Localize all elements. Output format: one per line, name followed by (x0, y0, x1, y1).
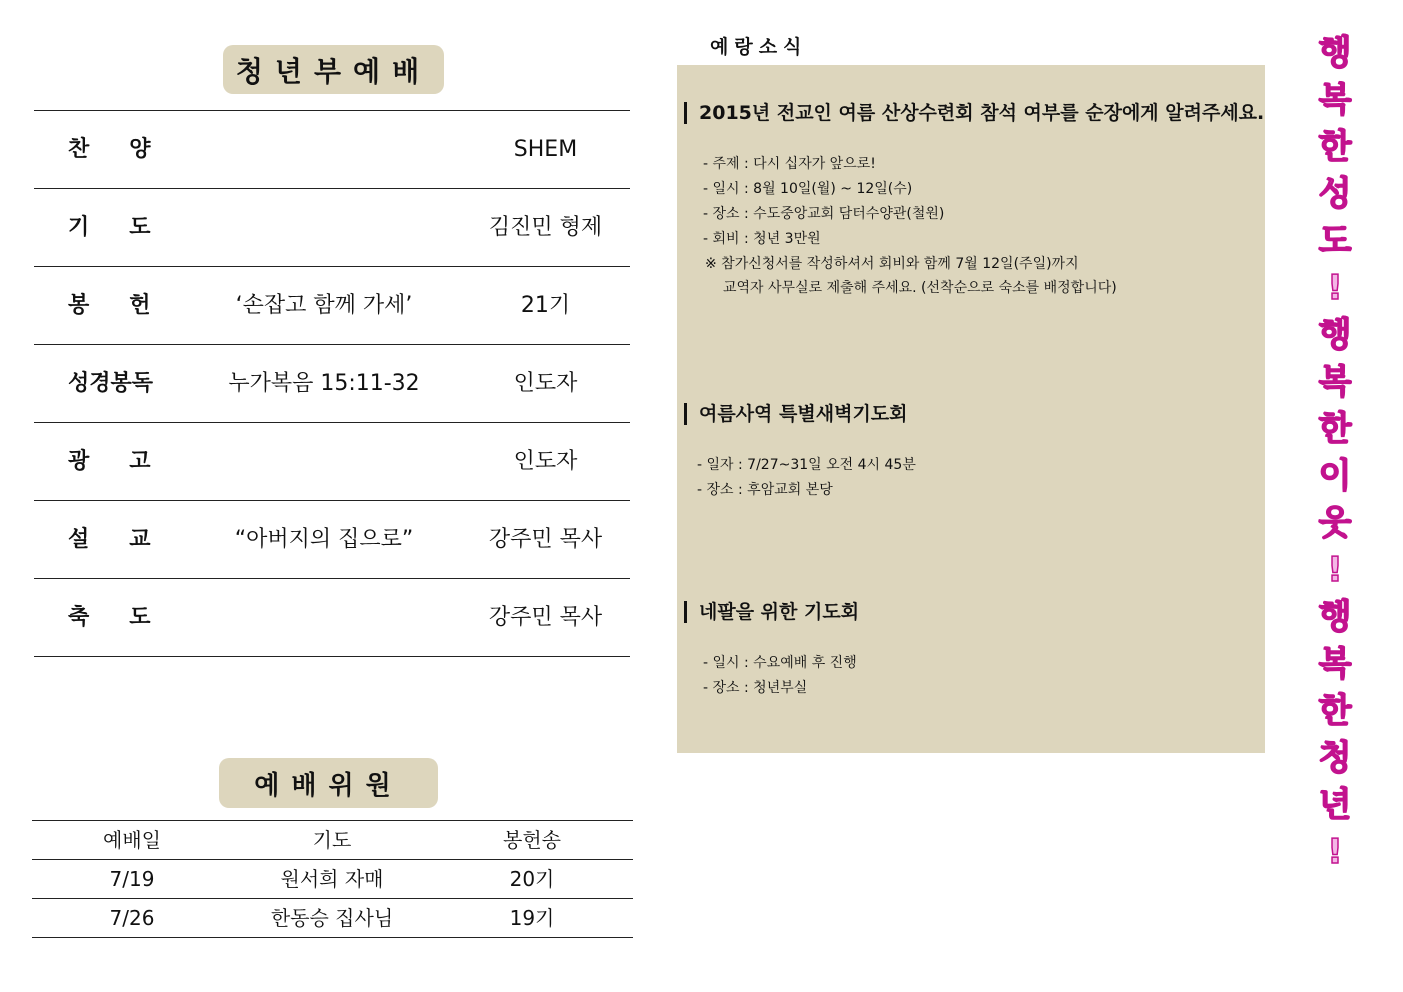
table-row (34, 189, 630, 267)
part-content (179, 189, 469, 266)
news-item: - 장소 : 후암교회 본당 (697, 482, 833, 498)
slogan-char: 복 (1318, 80, 1352, 120)
slogan-char: 행 (1318, 315, 1352, 355)
date-cell: 7/19 (109, 867, 155, 891)
part-person: 강주민 목사 (488, 527, 603, 552)
column-header: 예배일 (103, 828, 161, 852)
table-row (34, 267, 630, 345)
slogan-char: 웃 (1318, 503, 1352, 543)
servants-title: 예배위원 (219, 758, 438, 808)
slogan-char: 복 (1318, 644, 1352, 684)
news-item: - 일자 : 7/27~31일 오전 4시 45분 (697, 457, 916, 473)
slogan-char: 청 (1318, 738, 1352, 778)
part-label: 성경봉독 (68, 371, 154, 396)
part-label: 봉헌 (68, 293, 191, 318)
column-header: 기도 (312, 828, 352, 852)
table-row (34, 501, 630, 579)
part-person: 인도자 (513, 371, 578, 396)
prayer-cell: 원서희 자매 (280, 867, 384, 891)
table-row (34, 579, 630, 657)
part-label: 찬양 (68, 137, 191, 162)
part-person: SHEM (513, 137, 578, 162)
slogan-char: 도 (1318, 221, 1352, 261)
news-note: 교역자 사무실로 제출해 주세요. (선착순으로 숙소를 배정합니다) (723, 280, 1117, 296)
part-content (179, 579, 469, 656)
date-cell: 7/26 (109, 906, 155, 930)
part-person: 21기 (520, 293, 571, 318)
part-content: ‘손잡고 함께 가세’ (235, 293, 413, 318)
slogan-char: 행 (1318, 33, 1352, 73)
slogan-char: 성 (1318, 174, 1352, 214)
part-label: 광고 (68, 449, 191, 474)
table-row (34, 111, 630, 189)
offering-song-cell: 20기 (509, 867, 555, 891)
news-heading: 여름사역 특별새벽기도회 (684, 403, 908, 425)
part-content (179, 423, 469, 500)
news-item: - 장소 : 청년부실 (703, 680, 808, 696)
part-label: 축도 (68, 605, 191, 630)
table-header-row (32, 821, 633, 860)
news-item: - 장소 : 수도중앙교회 담터수양관(철원) (703, 206, 945, 222)
part-person: 강주민 목사 (488, 605, 603, 630)
part-person: 김진민 형제 (488, 215, 603, 240)
slogan-char: ! (1327, 268, 1343, 308)
slogan-char: 이 (1318, 456, 1352, 496)
news-item: - 일시 : 수요예배 후 진행 (703, 655, 857, 671)
slogan-char: ! (1327, 550, 1343, 590)
prayer-cell: 한동승 집사님 (270, 906, 394, 930)
table-row (34, 423, 630, 501)
news-box (677, 65, 1265, 753)
worship-title: 청년부예배 (223, 45, 444, 94)
news-item: - 일시 : 8월 10일(월) ~ 12일(수) (703, 181, 913, 197)
part-content: 누가복음 15:11-32 (228, 371, 420, 396)
table-row (32, 899, 633, 938)
part-label: 기도 (68, 215, 191, 240)
column-header: 봉헌송 (503, 828, 561, 852)
part-label: 설교 (68, 527, 191, 552)
slogan-char: 한 (1318, 409, 1352, 449)
side-slogan (1310, 30, 1360, 876)
part-content (179, 111, 469, 188)
offering-song-cell: 19기 (509, 906, 555, 930)
table-row (32, 860, 633, 899)
part-content: “아버지의 집으로” (234, 527, 414, 552)
news-heading: 2015년 전교인 여름 산상수련회 참석 여부를 순장에게 알려주세요. (684, 102, 1264, 124)
news-note: ※ 참가신청서를 작성하셔서 회비와 함께 7월 12일(주일)까지 (705, 256, 1079, 272)
news-heading: 네팔을 위한 기도회 (684, 601, 859, 623)
slogan-char: 한 (1318, 691, 1352, 731)
slogan-char: ! (1327, 832, 1343, 872)
slogan-char: 행 (1318, 597, 1352, 637)
slogan-char: 년 (1318, 785, 1352, 825)
slogan-char: 복 (1318, 362, 1352, 402)
table-row (34, 345, 630, 423)
slogan-char: 한 (1318, 127, 1352, 167)
news-item: - 회비 : 청년 3만원 (703, 231, 821, 247)
news-item: - 주제 : 다시 십자가 앞으로! (703, 156, 876, 172)
servants-table (32, 820, 633, 938)
part-person: 인도자 (513, 449, 578, 474)
worship-order-table (34, 110, 630, 657)
news-label: 예랑소식 (710, 36, 808, 58)
